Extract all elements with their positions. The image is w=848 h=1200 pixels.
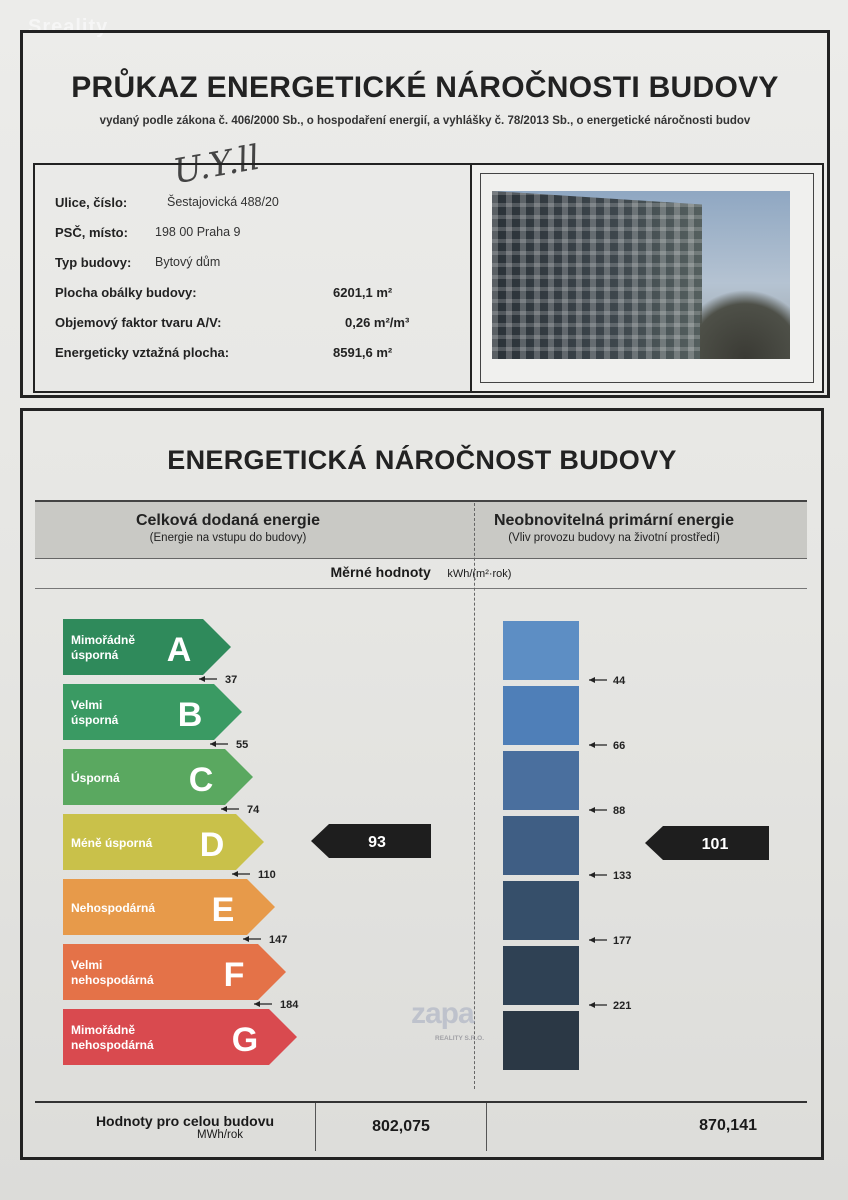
left-limit-e: 147 — [269, 934, 288, 946]
right-column-header — [421, 512, 807, 544]
street-label: Ulice, číslo: — [55, 195, 128, 210]
zapa-logo-sub: REALITY S.R.O. — [435, 1035, 484, 1042]
right-value: 101 — [701, 836, 729, 853]
psc-label: PSČ, místo: — [55, 225, 128, 240]
right-column-subtitle: (Vliv provozu budovy na životní prostředí) — [508, 532, 720, 544]
class-letter-f: F — [223, 956, 245, 994]
primary-block-a — [503, 621, 579, 680]
header-box — [20, 30, 830, 398]
building-photo-frame — [470, 163, 824, 393]
certificate-subtitle: vydaný podle zákona č. 406/2000 Sb., o hospodaření energií, a vyhlášky č. 78/2013 Sb., o energetické náročnosti budov — [99, 115, 751, 127]
left-total: 802,075 — [315, 1103, 487, 1151]
factor-label: Objemový faktor tvaru A/V: — [55, 315, 222, 330]
class-label-d: Méně úsporná — [71, 836, 153, 850]
watermark: Sreality — [28, 16, 109, 38]
columns-header — [35, 500, 807, 559]
primary-block-f — [503, 946, 579, 1005]
units-label: Měrné hodnoty — [330, 564, 431, 580]
class-letter-b: B — [177, 696, 203, 734]
left-limit-b: 55 — [236, 739, 249, 751]
class-label-b-2: úsporná — [71, 713, 119, 727]
left-column-subtitle: (Energie na vstupu do budovy) — [149, 532, 307, 544]
left-limit-d: 110 — [258, 869, 276, 881]
right-limit-arrowhead-a — [589, 677, 595, 683]
area-label: Energeticky vztažná plocha: — [55, 345, 230, 360]
right-column-title: Neobnovitelná primární energie — [493, 512, 735, 529]
class-label-f-2: nehospodárná — [71, 973, 154, 987]
totals-units: MWh/rok — [197, 1129, 243, 1141]
class-label-a-1: Mimořádně — [71, 633, 136, 647]
primary-block-g — [503, 1011, 579, 1070]
certificate-title: PRŮKAZ ENERGETICKÉ NÁROČNOSTI BUDOVY — [71, 71, 779, 104]
totals-label: Hodnoty pro celou budovu — [95, 1113, 275, 1129]
totals-row — [35, 1101, 807, 1151]
left-value: 93 — [368, 834, 386, 851]
class-bar-a — [63, 619, 231, 675]
envelope-label: Plocha obálky budovy: — [55, 285, 197, 300]
right-limit-arrowhead-c — [589, 807, 595, 813]
rating-box — [20, 408, 824, 1160]
class-letter-c: C — [188, 761, 214, 799]
class-label-g-2: nehospodárná — [71, 1038, 154, 1052]
right-limit-b: 66 — [613, 740, 626, 752]
left-limit-arrowhead-c — [221, 806, 227, 812]
right-total: 870,141 — [699, 1117, 757, 1134]
right-limit-arrowhead-d — [589, 872, 595, 878]
units-row — [35, 556, 807, 589]
left-limit-c: 74 — [247, 804, 260, 816]
class-letter-g: G — [231, 1021, 259, 1059]
left-limit-arrowhead-f — [254, 1001, 260, 1007]
right-limit-d: 133 — [613, 870, 632, 882]
left-limit-arrowhead-e — [243, 936, 249, 942]
left-limit-arrowhead-a — [199, 676, 205, 682]
right-limit-arrowhead-f — [589, 1002, 595, 1008]
psc-value: 198 00 Praha 9 — [155, 225, 241, 239]
right-limit-c: 88 — [613, 805, 626, 817]
class-label-c: Úsporná — [71, 771, 120, 785]
rating-title: ENERGETICKÁ NÁROČNOST BUDOVY — [167, 445, 677, 475]
building-photo — [492, 191, 790, 359]
building-info — [33, 163, 479, 393]
energy-scale-chart — [23, 611, 821, 1131]
class-letter-e: E — [211, 891, 235, 929]
right-limit-a: 44 — [613, 675, 626, 687]
totals-label-block — [65, 1113, 305, 1141]
left-column-title: Celková dodaná energie — [135, 512, 321, 529]
class-bar-g — [63, 1009, 297, 1065]
left-limit-arrowhead-d — [232, 871, 238, 877]
class-letter-a: A — [166, 631, 192, 669]
class-label-g-1: Mimořádně — [71, 1023, 136, 1037]
class-bar-b — [63, 684, 242, 740]
envelope-value: 6201,1 m² — [333, 285, 393, 300]
primary-block-d — [503, 816, 579, 875]
primary-block-c — [503, 751, 579, 810]
units-value: kWh/(m²·rok) — [447, 568, 512, 580]
right-limit-arrowhead-e — [589, 937, 595, 943]
primary-block-b — [503, 686, 579, 745]
left-column-header — [35, 512, 421, 544]
class-label-b-1: Velmi — [71, 698, 103, 712]
zapa-logo: zapa — [411, 997, 474, 1030]
factor-value: 0,26 m²/m³ — [345, 315, 410, 330]
signature: U.Y.ll — [170, 137, 263, 193]
right-limit-arrowhead-b — [589, 742, 595, 748]
type-value: Bytový dům — [155, 255, 221, 269]
left-limit-a: 37 — [225, 674, 238, 686]
street-value: Šestajovická 488/20 — [167, 195, 279, 209]
class-label-f-1: Velmi — [71, 958, 103, 972]
area-value: 8591,6 m² — [333, 345, 393, 360]
type-label: Typ budovy: — [55, 255, 132, 270]
class-label-a-2: úsporná — [71, 648, 119, 662]
class-bar-f — [63, 944, 286, 1000]
class-label-e: Nehospodárná — [71, 901, 156, 915]
class-letter-d: D — [199, 826, 225, 864]
right-limit-e: 177 — [613, 935, 632, 947]
right-limit-f: 221 — [613, 1000, 632, 1012]
left-limit-f: 184 — [280, 999, 299, 1011]
primary-block-e — [503, 881, 579, 940]
left-limit-arrowhead-b — [210, 741, 216, 747]
